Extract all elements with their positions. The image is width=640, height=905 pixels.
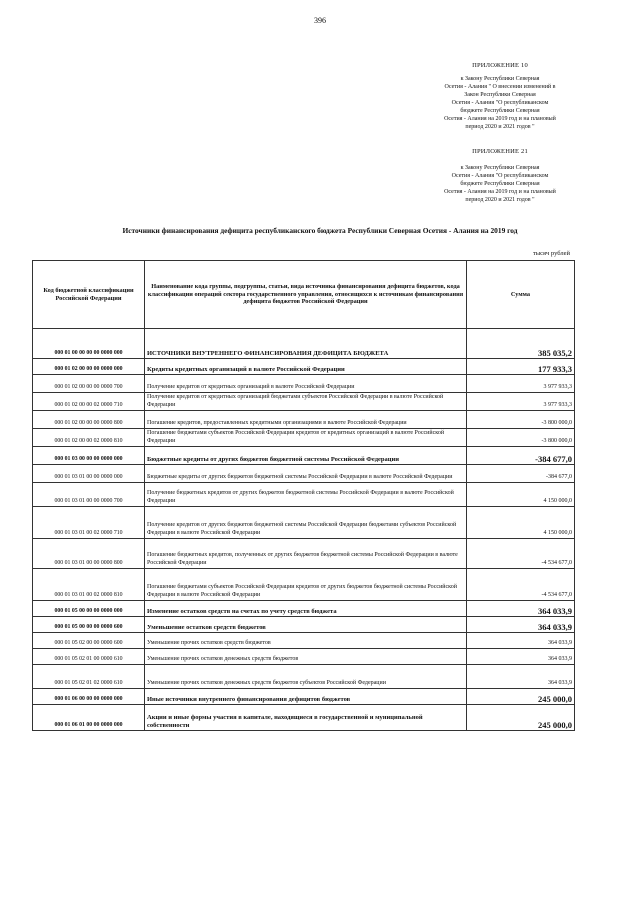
appendix-10-line: Осетия - Алания " О внесении изменений в: [444, 84, 556, 90]
row-name: Бюджетные кредиты от других бюджетов бюджетной системы Российской Федерации в валюте Российской Федерации: [145, 465, 467, 483]
table-row: [33, 375, 575, 393]
appendix-21-heading: ПРИЛОЖЕНИЕ 21: [472, 148, 528, 155]
header-name: Наименование кода группы, подгруппы, статьи, вида источника финансирования дефицита бюджетов, кода классификации операций сектора государственного управления, относящихся к источникам финансирования дефицита бюджетов Российской Федерации: [145, 261, 467, 329]
row-code: 000 01 00 00 00 00 0000 000: [33, 329, 145, 359]
row-sum: 385 035,2: [467, 329, 575, 359]
row-sum: 245 000,0: [467, 689, 575, 705]
row-name: Получение кредитов от кредитных организаций бюджетами субъектов Российской Федерации в валюте Российской Федерации: [145, 393, 467, 411]
table-row: [33, 705, 575, 731]
appendix-10-header: [420, 62, 580, 131]
row-sum: 364 033,9: [467, 665, 575, 689]
table-header-row: [33, 261, 575, 329]
table-row: [33, 507, 575, 539]
table-row: [33, 411, 575, 429]
row-sum: -384 677,0: [467, 465, 575, 483]
table-row: [33, 429, 575, 447]
row-name: Получение кредитов от других бюджетов бюджетной системы Российской Федерации бюджетами субъектов Российской Федерации в валюте Российской Федерации: [145, 507, 467, 539]
appendix-21-line: бюджете Республики Северная: [460, 181, 540, 187]
row-code: 000 01 03 01 00 00 0000 000: [33, 465, 145, 483]
header-code: Код бюджетной классификации Российской Федерации: [33, 261, 145, 329]
row-code: 000 01 03 01 00 00 0000 700: [33, 483, 145, 507]
header-sum: Сумма: [467, 261, 575, 329]
row-sum: -3 800 000,0: [467, 429, 575, 447]
page-number: 396: [314, 16, 326, 25]
row-code: 000 01 03 01 00 02 0000 810: [33, 569, 145, 601]
table-row: [33, 617, 575, 633]
table-row: [33, 633, 575, 649]
row-name: Погашение бюджетами субъектов Российской Федерации кредитов от других бюджетов бюджетной системы Российской Федерации в валюте Российской Федерации: [145, 569, 467, 601]
table-row: [33, 329, 575, 359]
row-sum: 3 977 933,3: [467, 393, 575, 411]
row-name: Уменьшение прочих остатков денежных средств бюджетов субъектов Российской Федерации: [145, 665, 467, 689]
appendix-10-line: Осетия - Алания на 2019 год и на плановый: [444, 116, 556, 122]
row-code: 000 01 02 00 00 00 0000 700: [33, 375, 145, 393]
unit-label: тысяч рублей: [532, 250, 570, 257]
table-row: [33, 465, 575, 483]
row-sum: -4 534 677,0: [467, 569, 575, 601]
row-code: 000 01 05 02 00 00 0000 600: [33, 633, 145, 649]
table-row: [33, 447, 575, 465]
row-code: 000 01 06 00 00 00 0000 000: [33, 689, 145, 705]
table-row: [33, 689, 575, 705]
row-code: 000 01 03 01 00 00 0000 800: [33, 539, 145, 569]
row-name: Акции и иные формы участия в капитале, находящиеся в государственной и муниципальной собственности: [145, 705, 467, 731]
appendix-21-header: [420, 148, 580, 204]
appendix-10-line: Закон Республики Северная: [464, 92, 536, 98]
row-code: 000 01 03 00 00 00 0000 000: [33, 447, 145, 465]
appendix-10-heading: ПРИЛОЖЕНИЕ 10: [472, 62, 528, 69]
row-name: Изменение остатков средств на счетах по учету средств бюджета: [145, 601, 467, 617]
row-code: 000 01 05 00 00 00 0000 600: [33, 617, 145, 633]
document-title: Источники финансирования дефицита республиканского бюджета Республики Северная Осетия - Алания на 2019 год: [122, 226, 518, 235]
row-code: 000 01 06 01 00 00 0000 000: [33, 705, 145, 731]
row-name: Уменьшение прочих остатков денежных средств бюджетов: [145, 649, 467, 665]
row-name: Уменьшение остатков средств бюджетов: [145, 617, 467, 633]
table-body: [33, 329, 575, 731]
table-row: [33, 649, 575, 665]
appendix-21-line: к Закону Республики Северная: [460, 165, 540, 171]
row-sum: 364 033,9: [467, 617, 575, 633]
row-sum: 364 033,9: [467, 649, 575, 665]
row-name: Погашение кредитов, предоставленных кредитными организациями в валюте Российской Федерации: [145, 411, 467, 429]
row-name: Иные источники внутреннего финансирования дефицитов бюджетов: [145, 689, 467, 705]
row-name: Уменьшение прочих остатков средств бюджетов: [145, 633, 467, 649]
table-row: [33, 601, 575, 617]
row-code: 000 01 02 00 00 02 0000 810: [33, 429, 145, 447]
table-row: [33, 393, 575, 411]
appendix-21-line: Осетия - Алания на 2019 год и на плановый: [444, 189, 556, 195]
table-row: [33, 569, 575, 601]
row-name: Погашение бюджетами субъектов Российской Федерации кредитов от кредитных организаций в валюте Российской Федерации: [145, 429, 467, 447]
table-row: [33, 359, 575, 375]
appendix-10-line: к Закону Республики Северная: [460, 76, 540, 82]
row-code: 000 01 02 00 00 00 0000 000: [33, 359, 145, 375]
row-code: 000 01 05 02 01 00 0000 610: [33, 649, 145, 665]
appendix-10-line: период 2020 и 2021 годов ": [465, 124, 535, 130]
appendix-10-line: Осетия - Алания "О республиканском: [451, 100, 549, 106]
row-sum: -3 800 000,0: [467, 411, 575, 429]
row-code: 000 01 02 00 00 02 0000 710: [33, 393, 145, 411]
table-row: [33, 665, 575, 689]
appendix-21-line: Осетия - Алания "О республиканском: [451, 173, 549, 179]
row-code: 000 01 05 00 00 00 0000 000: [33, 601, 145, 617]
row-sum: 364 033,9: [467, 601, 575, 617]
row-code: 000 01 05 02 01 02 0000 610: [33, 665, 145, 689]
appendix-10-line: бюджете Республики Северная: [460, 108, 540, 114]
row-sum: -384 677,0: [467, 447, 575, 465]
row-sum: 177 933,3: [467, 359, 575, 375]
row-sum: 3 977 933,3: [467, 375, 575, 393]
row-sum: 245 000,0: [467, 705, 575, 731]
table-row: [33, 539, 575, 569]
row-code: 000 01 02 00 00 00 0000 800: [33, 411, 145, 429]
row-sum: -4 534 677,0: [467, 539, 575, 569]
row-name: Получение бюджетных кредитов от других бюджетов бюджетной системы Российской Федерации в валюте Российской Федерации: [145, 483, 467, 507]
row-name: ИСТОЧНИКИ ВНУТРЕННЕГО ФИНАНСИРОВАНИЯ ДЕФИЦИТА БЮДЖЕТА: [145, 329, 467, 359]
row-sum: 4 150 000,0: [467, 507, 575, 539]
row-name: Погашение бюджетных кредитов, полученных от других бюджетов бюджетной системы Российской Федерации в валюте Российской Федерации: [145, 539, 467, 569]
row-sum: 364 033,9: [467, 633, 575, 649]
financing-sources-table: [32, 260, 575, 731]
row-sum: 4 150 000,0: [467, 483, 575, 507]
table-row: [33, 483, 575, 507]
row-code: 000 01 03 01 00 02 0000 710: [33, 507, 145, 539]
row-name: Бюджетные кредиты от других бюджетов бюджетной системы Российской Федерации: [145, 447, 467, 465]
row-name: Получение кредитов от кредитных организаций в валюте Российской Федерации: [145, 375, 467, 393]
row-name: Кредиты кредитных организаций в валюте Российской Федерации: [145, 359, 467, 375]
appendix-21-line: период 2020 и 2021 годов ": [465, 197, 535, 203]
